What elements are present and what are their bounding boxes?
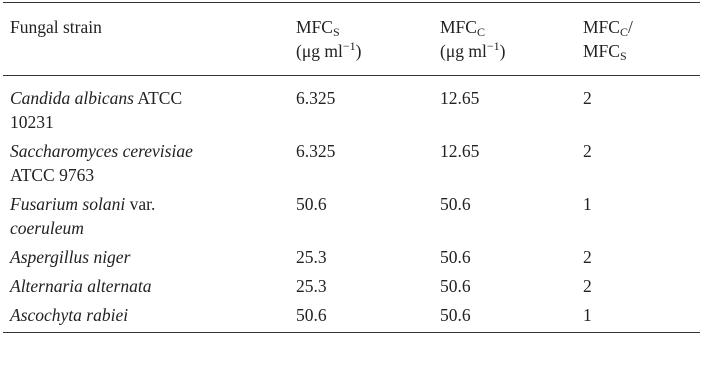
strain-name-roman-2: 10231	[10, 112, 54, 132]
header-mfcs-unit-sup: −1	[342, 39, 356, 53]
strain-name-roman-2: ATCC 9763	[10, 165, 95, 185]
strain-line-2	[10, 216, 296, 240]
header-mfcs	[296, 15, 440, 63]
cell-mfcs: 25.3	[296, 276, 327, 296]
cell-mfcs: 6.325	[296, 141, 336, 161]
header-mfcc-base: MFC	[440, 17, 477, 37]
strain-line-1	[10, 245, 296, 269]
cell-mfcc: 50.6	[440, 305, 471, 325]
header-mfcc-unit-post: )	[499, 41, 506, 61]
table-bottom-rule	[3, 332, 700, 333]
strain-name-italic: Fusarium solani	[10, 194, 126, 214]
header-mfcs-unit-post: )	[355, 41, 362, 61]
header-mfcc-unit	[440, 39, 583, 63]
table-row	[3, 303, 700, 327]
header-mfcc-name	[440, 15, 583, 39]
cell-strain	[3, 139, 296, 187]
header-ratio-bottom-sub: S	[619, 49, 627, 63]
results-table	[3, 2, 700, 333]
cell-mfcs: 6.325	[296, 88, 336, 108]
header-mfcs-sub: S	[332, 25, 340, 39]
strain-line-1	[10, 139, 296, 163]
header-ratio	[583, 15, 700, 63]
cell-strain	[3, 192, 296, 240]
header-ratio-top	[583, 15, 700, 39]
cell-ratio: 2	[583, 247, 592, 267]
strain-name-italic: Candida albicans	[10, 88, 134, 108]
strain-name-italic-2: coeruleum	[10, 218, 84, 238]
header-mfcc-unit-sup: −1	[486, 39, 500, 53]
table-row	[3, 245, 700, 269]
strain-line-1	[10, 274, 296, 298]
header-fungal-strain	[3, 15, 296, 63]
strain-line-1	[10, 86, 296, 110]
strain-line-1	[10, 192, 296, 216]
header-ratio-top-base: MFC	[583, 17, 620, 37]
strain-line-2	[10, 110, 296, 134]
table-row	[3, 86, 700, 134]
strain-name-italic: Saccharomyces cerevisiae	[10, 141, 193, 161]
cell-ratio: 2	[583, 276, 592, 296]
cell-mfcc: 12.65	[440, 141, 480, 161]
header-mfcs-unit-pre: (μg ml	[296, 41, 343, 61]
cell-strain	[3, 86, 296, 134]
header-ratio-top-sub: C	[619, 25, 628, 39]
header-mfcc-sub: C	[476, 25, 485, 39]
cell-ratio: 1	[583, 305, 592, 325]
header-mfcs-unit	[296, 39, 440, 63]
table-header-rule	[3, 75, 700, 76]
cell-strain	[3, 245, 296, 269]
strain-line-1	[10, 303, 296, 327]
cell-mfcs: 25.3	[296, 247, 327, 267]
table-row	[3, 192, 700, 240]
cell-ratio: 2	[583, 141, 592, 161]
header-ratio-bottom-base: MFC	[583, 41, 620, 61]
table-body	[3, 86, 700, 327]
cell-ratio: 1	[583, 194, 592, 214]
cell-strain	[3, 274, 296, 298]
header-ratio-bottom	[583, 39, 700, 63]
table-row	[3, 139, 700, 187]
cell-mfcc: 50.6	[440, 276, 471, 296]
strain-line-2	[10, 163, 296, 187]
cell-ratio: 2	[583, 88, 592, 108]
header-mfcs-name	[296, 15, 440, 39]
cell-strain	[3, 303, 296, 327]
header-mfcs-base: MFC	[296, 17, 333, 37]
strain-name-italic: Aspergillus niger	[10, 247, 131, 267]
strain-name-roman: var.	[125, 194, 156, 214]
header-mfcc	[440, 15, 583, 63]
cell-mfcc: 50.6	[440, 194, 471, 214]
cell-mfcs: 50.6	[296, 305, 327, 325]
header-mfcc-unit-pre: (μg ml	[440, 41, 487, 61]
cell-mfcs: 50.6	[296, 194, 327, 214]
strain-name-italic: Ascochyta rabiei	[10, 305, 129, 325]
header-fungal-strain-label: Fungal strain	[10, 17, 102, 37]
table-row	[3, 274, 700, 298]
cell-mfcc: 50.6	[440, 247, 471, 267]
cell-mfcc: 12.65	[440, 88, 480, 108]
header-ratio-slash: /	[627, 17, 633, 37]
table-header-row	[3, 3, 700, 75]
strain-name-italic: Alternaria alternata	[10, 276, 152, 296]
strain-name-roman: ATCC	[133, 88, 183, 108]
